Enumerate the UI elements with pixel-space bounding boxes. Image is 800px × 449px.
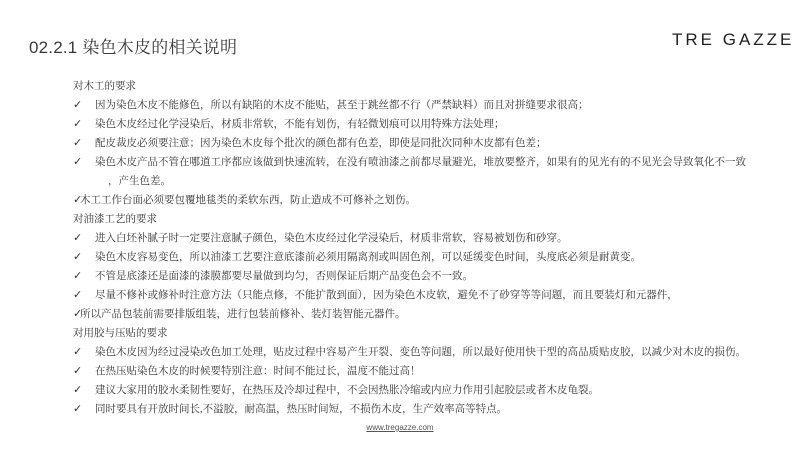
check-icon: ✓ (73, 99, 83, 111)
list-item: ✓ 染色木皮经过化学浸染后，材质非常软，不能有划伤，有轻微划痕可以用特殊方法处理； (73, 115, 773, 134)
footer-link[interactable]: www.tregazze.com (366, 423, 434, 432)
check-icon: ✓ (73, 137, 83, 149)
list-item: ✓ 染色木皮容易变色，所以油漆工艺要注意底漆前必须用隔离剂或叫固色剂，可以延缓变色时间，头度底必须是耐黄变。 (73, 248, 773, 267)
list-item: ✓ 同时要具有开放时间长,不溢胶，耐高温，热压时间短，不损伤木皮，生产效率高等特点。 (73, 400, 773, 419)
list-item-continuation: ，产生色差。 (108, 176, 171, 187)
check-icon: ✓ (73, 384, 83, 396)
section-heading-paint: 对油漆工艺的要求 (73, 214, 157, 225)
check-icon: ✓ (73, 232, 83, 244)
list-item: ✓ 在热压贴染色木皮的时候要特别注意：时间不能过长，温度不能过高！ (73, 362, 773, 381)
check-icon: ✓ (73, 118, 83, 130)
check-icon: ✓ (73, 346, 83, 358)
list-item: ✓ 不管是底漆还是面漆的漆膜都要尽量做到均匀，否则保证后期产品变色会不一致。 (73, 267, 773, 286)
list-item: ✓ 进入白坯补腻子时一定要注意腻子颜色，染色木皮经过化学浸染后，材质非常软，容易被划伤和砂穿。 (73, 229, 773, 248)
list-item: ✓ 所以产品包装前需要排版组装，进行包装前修补、装灯装智能元器件。 (73, 305, 773, 324)
list-item: ✓ 染色木皮因为经过浸染改色加工处理，贴皮过程中容易产生开裂、变色等问题，所以最好使用快干型的高品质贴皮胶，以减少对木皮的损伤。 (73, 343, 773, 362)
check-icon: ✓ (73, 194, 83, 206)
list-item: ✓ 建议大家用的胶水柔韧性要好，在热压及冷却过程中，不会因热胀冷缩或内应力作用引起胶层或者木皮龟裂。 (73, 381, 773, 400)
check-icon: ✓ (73, 308, 83, 320)
list-item: ✓ 配皮裁皮必须要注意；因为染色木皮每个批次的颜色都有色差，即使是同批次同种木皮都有色差； (73, 134, 773, 153)
list-item: ✓ 尽量不修补或修补时注意方法（只能点修，不能扩散到面），因为染色木皮软，避免不了砂穿等等问题，而且要装灯和元器件， (73, 286, 773, 305)
check-icon: ✓ (73, 403, 83, 415)
list-item: ✓ 木工工作台面必须要包覆地毯类的柔软东西，防止造成不可修补之划伤。 (73, 191, 773, 210)
list-item: ✓ 因为染色木皮不能修色，所以有缺陷的木皮不能贴，甚至于跳丝都不行（严禁缺料）而且对拼缝要求很高； (73, 96, 773, 115)
page-title: 02.2.1 染色木皮的相关说明 (29, 38, 238, 57)
section-heading-glue: 对用胶与压贴的要求 (73, 328, 168, 339)
check-icon: ✓ (73, 365, 83, 377)
check-icon: ✓ (73, 156, 83, 168)
check-icon: ✓ (73, 289, 83, 301)
brand-logo: TRE GAZZE (672, 30, 795, 49)
list-item: ✓ 染色木皮产品不管在哪道工序都应该做到快速流转，在没有喷油漆之前都尽量避光，堆放要整齐，如果有的见光有的不见光会导致氧化不一致 (73, 153, 773, 172)
check-icon: ✓ (73, 270, 83, 282)
check-icon: ✓ (73, 251, 83, 263)
section-heading-woodwork: 对木工的要求 (73, 81, 136, 92)
content (73, 77, 773, 419)
